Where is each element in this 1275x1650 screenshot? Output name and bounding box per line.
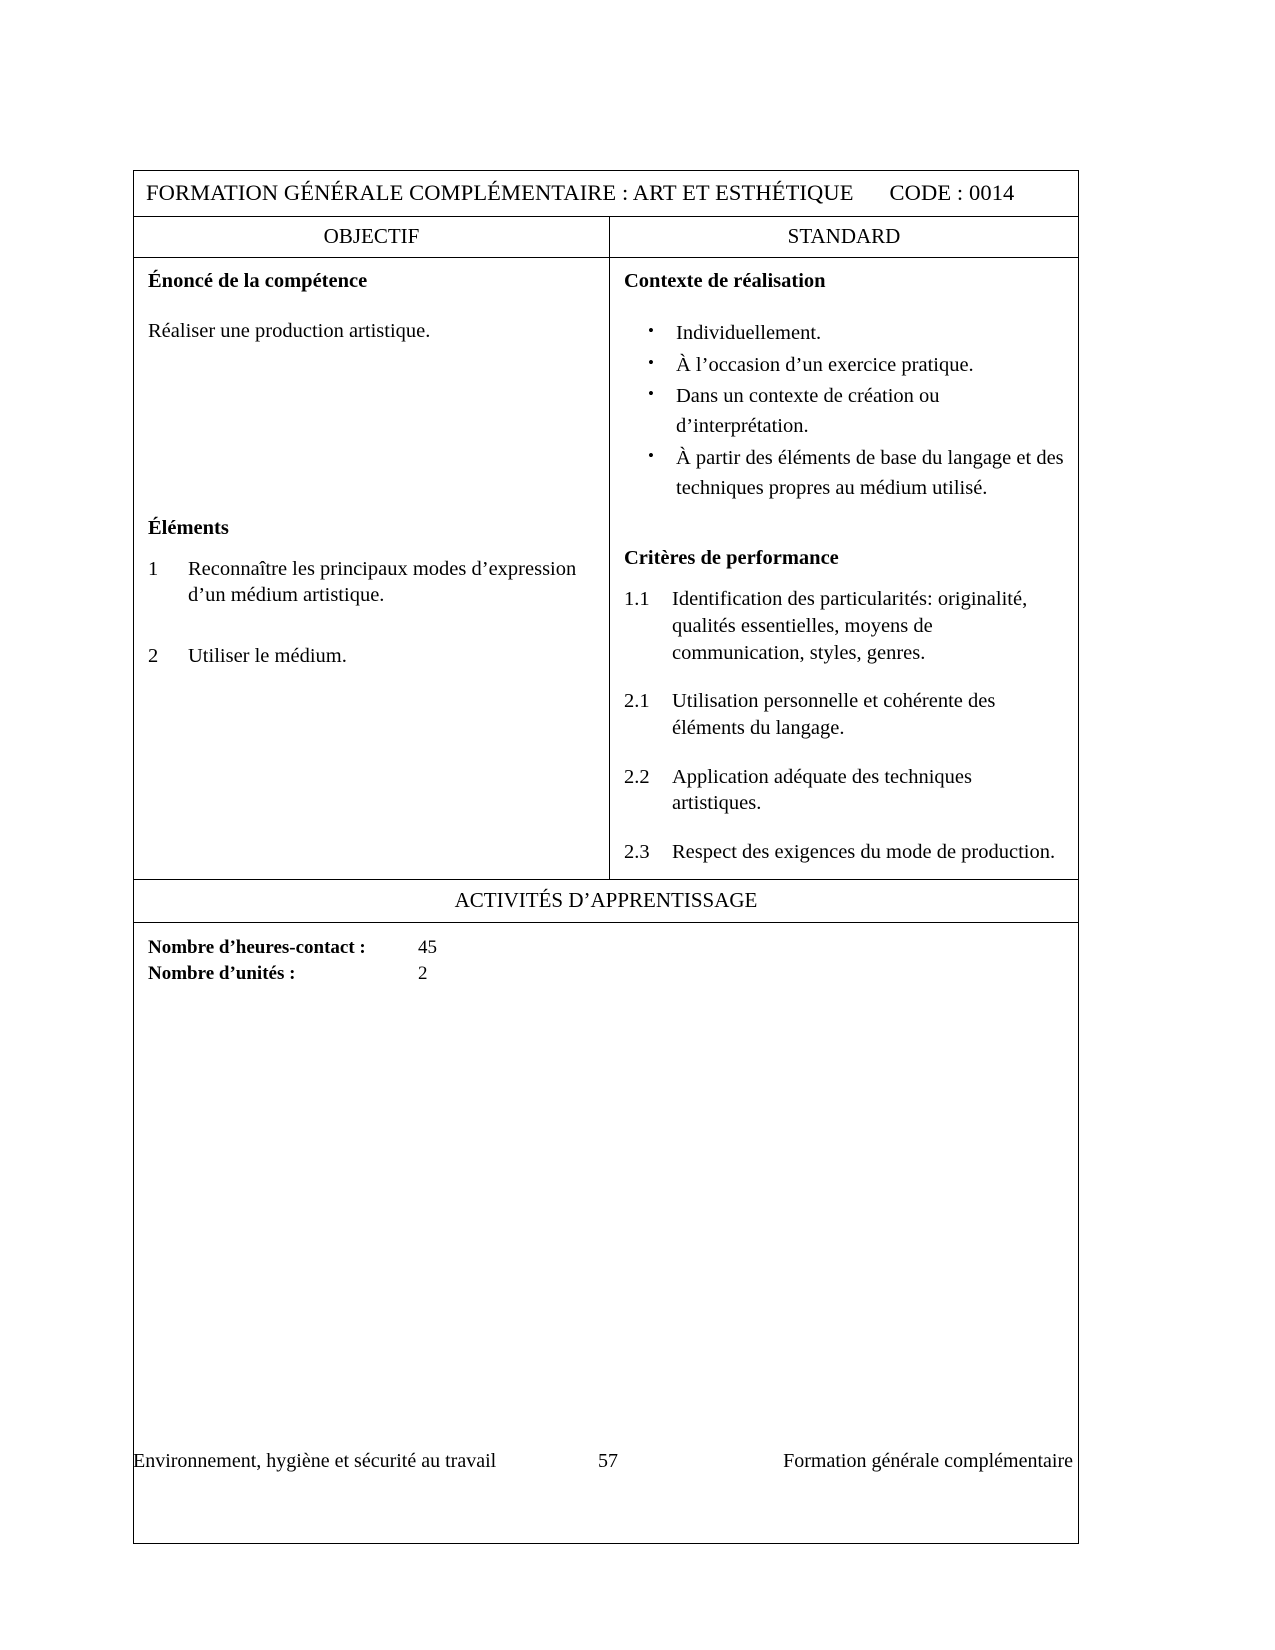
table-title: FORMATION GÉNÉRALE COMPLÉMENTAIRE : ART ET ESTHÉTIQUE — [146, 180, 854, 205]
critere-number: 2.3 — [624, 840, 650, 863]
element-number: 1 — [148, 557, 159, 580]
footer-right: Formation générale complémentaire — [783, 1450, 1073, 1472]
critere-text: Utilisation personnelle et cohérente des éléments du langage. — [672, 690, 996, 739]
table-code: CODE : 0014 — [889, 180, 1015, 205]
contexte-item: • À l’occasion d’un exercice pratique. — [624, 351, 1064, 381]
objectif-column — [134, 258, 610, 879]
heures-contact-value: 45 — [418, 937, 437, 959]
criteres-list — [624, 586, 1064, 865]
element-item — [148, 643, 595, 670]
critere-number: 2.2 — [624, 765, 650, 788]
critere-text: Application adéquate des techniques artistiques. — [672, 765, 972, 815]
critere-item — [624, 688, 1064, 741]
column-header-objectif: OBJECTIF — [134, 217, 610, 257]
element-text: Utiliser le médium. — [188, 645, 347, 668]
contexte-heading: Contexte de réalisation — [624, 270, 826, 292]
critere-number: 1.1 — [624, 588, 650, 611]
criteres-heading: Critères de performance — [624, 547, 839, 570]
contexte-item: • Individuellement. — [624, 319, 1064, 349]
contexte-list — [624, 319, 1064, 503]
critere-number: 2.1 — [624, 690, 650, 713]
elements-heading: Éléments — [148, 516, 229, 539]
unites-label: Nombre d’unités : — [148, 963, 296, 985]
activites-band: ACTIVITÉS D’APPRENTISSAGE — [134, 880, 1078, 923]
critere-text: Respect des exigences du mode de production. — [672, 840, 1056, 863]
contexte-item: • À partir des éléments de base du langage et des techniques propres au médium utilisé. — [624, 444, 1064, 503]
critere-item — [624, 586, 1064, 666]
column-header-standard: STANDARD — [787, 224, 901, 248]
page-footer — [133, 1450, 1079, 1473]
element-number: 2 — [148, 645, 159, 668]
unites-row — [148, 961, 1064, 987]
critere-text: Identification des particularités: originalité, qualités essentielles, moyens de communication, styles, genres. — [672, 588, 1028, 664]
critere-item — [624, 764, 1064, 817]
footer-left: Environnement, hygiène et sécurité au travail — [133, 1450, 497, 1472]
competency-table — [133, 170, 1079, 1544]
content-row — [134, 258, 1078, 880]
heures-contact-label: Nombre d’heures-contact : — [148, 937, 366, 959]
contexte-item: • Dans un contexte de création ou d’interprétation. — [624, 382, 1064, 441]
unites-value: 2 — [418, 963, 428, 985]
enonce-heading: Énoncé de la compétence — [148, 270, 368, 292]
elements-list — [148, 556, 595, 670]
element-item — [148, 556, 595, 609]
element-text: Reconnaître les principaux modes d’expression d’un médium artistique. — [188, 557, 577, 607]
heures-contact-row — [148, 935, 1064, 961]
enonce-text: Réaliser une production artistique. — [148, 320, 431, 342]
table-title-row — [134, 171, 1078, 217]
column-header-row — [134, 217, 1078, 258]
critere-item — [624, 839, 1064, 866]
footer-page-number: 57 — [598, 1450, 618, 1472]
standard-column — [610, 258, 1078, 879]
